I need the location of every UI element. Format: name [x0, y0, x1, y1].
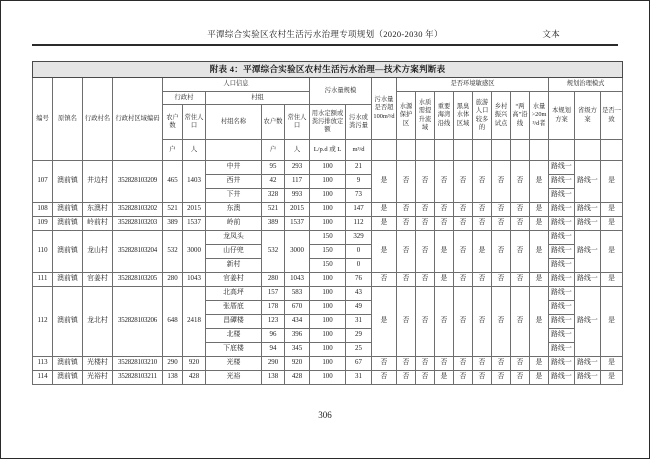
cell-code: 352828103206 — [113, 287, 163, 357]
cell-group-residents: 670 — [285, 301, 310, 315]
cell-group-name: 北楼 — [206, 329, 262, 343]
cell-sewage: 43 — [346, 287, 372, 301]
cell-group-households: 157 — [262, 287, 285, 301]
cell-residents: 1403 — [183, 161, 206, 203]
col-header-village: 行政村名 — [83, 78, 113, 161]
cell-env: 否 — [492, 357, 511, 371]
cell-env: 否 — [473, 203, 492, 217]
cell-group-residents: 345 — [285, 343, 310, 357]
col-group-sewage-scale: 污水量规模 — [310, 78, 372, 105]
unit-empty — [397, 140, 416, 161]
cell-env: 否 — [416, 203, 435, 217]
cell-quota: 100 — [310, 371, 346, 385]
table-row — [33, 273, 623, 287]
cell-env: 否 — [416, 161, 435, 203]
cell-quota: 100 — [310, 189, 346, 203]
cell-env: 是 — [530, 357, 549, 371]
table-title: 附表 4：平潭综合实验区农村生活污水治理—技术方案判断表 — [33, 62, 623, 78]
cell-env: 否 — [492, 203, 511, 217]
cell-sewage: 76 — [346, 273, 372, 287]
cell-provincial: 路线一 — [575, 371, 601, 385]
cell-group-name: 下井 — [206, 189, 262, 203]
cell-env: 否 — [416, 287, 435, 357]
cell-env: 否 — [454, 231, 473, 273]
cell-town: 澳前镇 — [53, 161, 83, 203]
cell-group-name: 岭前 — [206, 217, 262, 231]
cell-env: 是 — [435, 371, 454, 385]
table-row — [33, 371, 623, 385]
cell-group-households: 138 — [262, 371, 285, 385]
table-row — [33, 357, 623, 371]
cell-sewage: 147 — [346, 203, 372, 217]
cell-env: 否 — [473, 287, 492, 357]
cell-residents: 1043 — [183, 273, 206, 287]
cell-env: 否 — [511, 273, 530, 287]
cell-group-residents: 993 — [285, 189, 310, 203]
col-group-sensitive: 是否环境敏感区 — [397, 78, 549, 92]
cell-group-residents: 293 — [285, 161, 310, 175]
cell-env: 否 — [416, 357, 435, 371]
cell-env: 否 — [416, 231, 435, 273]
cell-env: 否 — [416, 217, 435, 231]
col-header-group-name: 村组名称 — [206, 105, 262, 140]
cell-no: 111 — [33, 273, 53, 287]
cell-group-name: 官姜村 — [206, 273, 262, 287]
cell-plan: 路线一 — [549, 315, 575, 329]
cell-no: 108 — [33, 203, 53, 217]
col-header-group-households: 农户数 — [262, 105, 285, 140]
cell-env: 否 — [416, 371, 435, 385]
col-group-population: 人口信息 — [163, 78, 310, 92]
cell-group-name: 张厝底 — [206, 301, 262, 315]
unit-empty — [492, 140, 511, 161]
cell-env: 否 — [492, 371, 511, 385]
doc-header-right-label: 文本 — [542, 29, 560, 39]
unit-residents: 人 — [183, 140, 206, 161]
cell-sewage: 67 — [346, 357, 372, 371]
cell-town: 澳前镇 — [53, 203, 83, 217]
cell-households: 521 — [163, 203, 183, 217]
cell-env: 否 — [511, 161, 530, 203]
cell-plan: 路线一 — [549, 203, 575, 217]
cell-env: 否 — [492, 217, 511, 231]
cell-quota: 150 — [310, 245, 346, 259]
cell-town: 澳前镇 — [53, 273, 83, 287]
cell-sewage: 9 — [346, 175, 372, 189]
cell-env: 是 — [530, 217, 549, 231]
unit-group-residents: 人 — [285, 140, 310, 161]
cell-provincial: 路线一 — [575, 287, 601, 357]
cell-over100: 是 — [372, 161, 397, 203]
cell-households: 648 — [163, 287, 183, 357]
cell-sewage: 73 — [346, 189, 372, 203]
cell-plan: 路线一 — [549, 259, 575, 273]
cell-env: 否 — [435, 357, 454, 371]
cell-quota: 150 — [310, 259, 346, 273]
cell-env: 否 — [397, 287, 416, 357]
cell-group-households: 178 — [262, 301, 285, 315]
cell-over100: 否 — [372, 357, 397, 371]
cell-village: 龙山村 — [83, 231, 113, 273]
cell-consistent: 是 — [601, 273, 623, 287]
cell-group-households: 123 — [262, 315, 285, 329]
cell-no: 110 — [33, 231, 53, 273]
cell-residents: 2015 — [183, 203, 206, 217]
cell-no: 113 — [33, 357, 53, 371]
cell-plan: 路线一 — [549, 189, 575, 203]
cell-residents: 1537 — [183, 217, 206, 231]
cell-sewage: 329 — [346, 231, 372, 245]
cell-env: 是 — [530, 287, 549, 357]
cell-env: 否 — [511, 231, 530, 273]
unit-empty — [530, 140, 549, 161]
cell-code: 352828103211 — [113, 371, 163, 385]
cell-provincial: 路线一 — [575, 231, 601, 273]
cell-plan: 路线一 — [549, 217, 575, 231]
cell-env: 否 — [454, 161, 473, 203]
unit-group-households: 户 — [262, 140, 285, 161]
col-header-env-revitalization: 乡村振兴试点 — [492, 92, 511, 140]
cell-group-residents: 920 — [285, 357, 310, 371]
cell-group-households: 532 — [262, 231, 285, 273]
cell-provincial: 路线一 — [575, 217, 601, 231]
doc-header-title: 平潭综合实验区农村生活污水治理专项规划（2020-2030 年） — [207, 29, 443, 39]
cell-group-name: 昌磹楼 — [206, 315, 262, 329]
cell-env: 否 — [435, 161, 454, 203]
cell-group-name: 北高坪 — [206, 287, 262, 301]
col-header-env-quality: 水质需提升流域 — [416, 92, 435, 140]
cell-plan: 路线一 — [549, 273, 575, 287]
unit-quota: L/p.d 或 L — [310, 140, 346, 161]
cell-plan: 路线一 — [549, 371, 575, 385]
cell-env: 否 — [454, 371, 473, 385]
cell-group-residents: 1537 — [285, 217, 310, 231]
cell-env: 否 — [435, 203, 454, 217]
cell-households: 389 — [163, 217, 183, 231]
unit-empty — [473, 140, 492, 161]
col-header-quota: 用水定额或粪污排放定额 — [310, 105, 346, 140]
document-header — [32, 1, 618, 46]
col-group-mode: 规划治理模式 — [549, 78, 623, 92]
cell-env: 否 — [454, 203, 473, 217]
cell-env: 否 — [397, 357, 416, 371]
cell-quota: 100 — [310, 273, 346, 287]
cell-sewage: 112 — [346, 217, 372, 231]
cell-over100: 是 — [372, 287, 397, 357]
unit-sewage-vol: m³/d — [346, 140, 372, 161]
cell-env: 是 — [530, 371, 549, 385]
cell-no: 109 — [33, 217, 53, 231]
col-header-env-over20: 水量>20m³/d者 — [530, 92, 549, 140]
cell-provincial: 路线一 — [575, 357, 601, 371]
cell-code: 352828103205 — [113, 273, 163, 287]
cell-village: 光楼村 — [83, 357, 113, 371]
cell-env: 否 — [454, 273, 473, 287]
col-header-env-blackwater: 黑臭水体区域 — [454, 92, 473, 140]
cell-residents: 920 — [183, 357, 206, 371]
cell-over100: 是 — [372, 231, 397, 273]
cell-env: 否 — [454, 287, 473, 357]
cell-env: 是 — [530, 161, 549, 203]
col-header-no: 编号 — [33, 78, 53, 161]
cell-no: 112 — [33, 287, 53, 357]
cell-households: 465 — [163, 161, 183, 203]
cell-group-households: 42 — [262, 175, 285, 189]
cell-village: 岭前村 — [83, 217, 113, 231]
cell-sewage: 31 — [346, 315, 372, 329]
cell-env: 是 — [530, 231, 549, 273]
unit-empty — [575, 140, 601, 161]
unit-empty — [372, 140, 397, 161]
unit-empty — [549, 140, 575, 161]
cell-plan: 路线一 — [549, 231, 575, 245]
cell-code: 352828103203 — [113, 217, 163, 231]
cell-quota: 150 — [310, 231, 346, 245]
unit-empty — [511, 140, 530, 161]
page-number: 306 — [318, 410, 332, 420]
cell-quota: 100 — [310, 315, 346, 329]
cell-sewage: 0 — [346, 245, 372, 259]
cell-env: 否 — [454, 217, 473, 231]
cell-env: 否 — [397, 273, 416, 287]
cell-group-name: 中井 — [206, 161, 262, 175]
cell-group-residents: 1043 — [285, 273, 310, 287]
cell-env: 是 — [435, 273, 454, 287]
cell-env: 否 — [454, 357, 473, 371]
cell-group-name: 山仔兜 — [206, 245, 262, 259]
table-row — [33, 287, 623, 301]
col-header-code: 行政村区域编码 — [113, 78, 163, 161]
unit-empty — [601, 140, 623, 161]
col-header-households: 农户数 — [163, 105, 183, 140]
col-header-provincial: 省级方案 — [575, 92, 601, 140]
cell-env: 否 — [416, 273, 435, 287]
cell-village: 官姜村 — [83, 273, 113, 287]
cell-consistent: 是 — [601, 287, 623, 357]
cell-provincial: 路线一 — [575, 273, 601, 287]
cell-env: 否 — [511, 357, 530, 371]
cell-residents: 2418 — [183, 287, 206, 357]
cell-consistent: 是 — [601, 203, 623, 217]
col-header-residents: 常住人口 — [183, 105, 206, 140]
table-row — [33, 203, 623, 217]
unit-empty — [454, 140, 473, 161]
cell-provincial: 路线一 — [575, 161, 601, 203]
cell-env: 否 — [397, 217, 416, 231]
cell-over100: 是 — [372, 203, 397, 217]
cell-group-residents: 3000 — [285, 231, 310, 273]
cell-plan: 路线一 — [549, 245, 575, 259]
cell-sewage: 0 — [346, 259, 372, 273]
cell-households: 290 — [163, 357, 183, 371]
cell-sewage: 21 — [346, 161, 372, 175]
cell-group-name: 下底楼 — [206, 343, 262, 357]
cell-no: 107 — [33, 161, 53, 203]
cell-group-name: 东澳 — [206, 203, 262, 217]
cell-env: 否 — [511, 371, 530, 385]
cell-quota: 100 — [310, 329, 346, 343]
cell-consistent: 是 — [601, 357, 623, 371]
cell-village: 光裕村 — [83, 371, 113, 385]
cell-group-residents: 583 — [285, 287, 310, 301]
cell-sewage: 49 — [346, 301, 372, 315]
cell-residents: 3000 — [183, 231, 206, 273]
cell-quota: 100 — [310, 203, 346, 217]
cell-plan: 路线一 — [549, 329, 575, 343]
col-header-plan: 本规划方案 — [549, 92, 575, 140]
cell-env: 否 — [492, 287, 511, 357]
cell-env: 是 — [530, 273, 549, 287]
col-group-village-group: 村组 — [206, 92, 310, 105]
cell-env: 否 — [435, 217, 454, 231]
cell-env: 否 — [473, 217, 492, 231]
cell-group-households: 96 — [262, 329, 285, 343]
cell-group-name: 西井 — [206, 175, 262, 189]
cell-group-residents: 117 — [285, 175, 310, 189]
cell-plan: 路线一 — [549, 175, 575, 189]
cell-env: 否 — [492, 161, 511, 203]
cell-quota: 100 — [310, 357, 346, 371]
cell-sewage: 25 — [346, 343, 372, 357]
cell-plan: 路线一 — [549, 287, 575, 301]
cell-env: 否 — [397, 371, 416, 385]
cell-quota: 100 — [310, 343, 346, 357]
cell-group-name: 光裕 — [206, 371, 262, 385]
cell-residents: 428 — [183, 371, 206, 385]
cell-group-households: 95 — [262, 161, 285, 175]
col-header-over100: 污水量是否超100m³/d — [372, 78, 397, 140]
col-header-consistent: 是否一致 — [601, 92, 623, 140]
cell-env: 否 — [435, 287, 454, 357]
cell-env: 是 — [435, 231, 454, 273]
cell-sewage: 29 — [346, 329, 372, 343]
cell-town: 澳前镇 — [53, 287, 83, 357]
cell-group-households: 280 — [262, 273, 285, 287]
cell-env: 否 — [397, 231, 416, 273]
unit-households: 户 — [163, 140, 183, 161]
cell-consistent: 是 — [601, 231, 623, 273]
cell-households: 138 — [163, 371, 183, 385]
cell-env: 是 — [473, 231, 492, 273]
cell-code: 352828103209 — [113, 161, 163, 203]
cell-plan: 路线一 — [549, 343, 575, 357]
cell-group-residents: 2015 — [285, 203, 310, 217]
cell-quota: 100 — [310, 217, 346, 231]
col-header-sewage-vol: 污水或粪污量 — [346, 105, 372, 140]
table-row — [33, 161, 623, 175]
col-header-env-tourism: 旅游人口较多的 — [473, 92, 492, 140]
unit-empty — [416, 140, 435, 161]
cell-env: 是 — [530, 203, 549, 217]
cell-village: 井边村 — [83, 161, 113, 203]
cell-consistent: 是 — [601, 371, 623, 385]
cell-env: 否 — [492, 231, 511, 273]
cell-town: 澳前镇 — [53, 217, 83, 231]
cell-households: 532 — [163, 231, 183, 273]
cell-env: 否 — [397, 161, 416, 203]
cell-over100: 是 — [372, 217, 397, 231]
col-header-env-lianggao: “两高”沿线 — [511, 92, 530, 140]
cell-town: 澳前镇 — [53, 357, 83, 371]
cell-households: 280 — [163, 273, 183, 287]
cell-code: 352828103202 — [113, 203, 163, 217]
cell-consistent: 是 — [601, 217, 623, 231]
cell-code: 352828103204 — [113, 231, 163, 273]
col-header-group-residents: 常住人口 — [285, 105, 310, 140]
cell-env: 否 — [492, 273, 511, 287]
cell-village: 龙北村 — [83, 287, 113, 357]
col-header-env-bay: 重要海湾沿线 — [435, 92, 454, 140]
cell-over100: 否 — [372, 273, 397, 287]
cell-env: 否 — [473, 357, 492, 371]
cell-sewage: 31 — [346, 371, 372, 385]
cell-no: 114 — [33, 371, 53, 385]
cell-group-residents: 396 — [285, 329, 310, 343]
cell-quota: 100 — [310, 301, 346, 315]
col-header-env-source: 水源保护区 — [397, 92, 416, 140]
cell-env: 否 — [397, 203, 416, 217]
cell-group-households: 328 — [262, 189, 285, 203]
cell-group-households: 389 — [262, 217, 285, 231]
cell-group-residents: 428 — [285, 371, 310, 385]
cell-env: 否 — [511, 203, 530, 217]
cell-over100: 否 — [372, 371, 397, 385]
cell-town: 澳前镇 — [53, 231, 83, 273]
cell-group-residents: 434 — [285, 315, 310, 329]
unit-empty — [206, 140, 262, 161]
cell-env: 否 — [511, 287, 530, 357]
cell-env: 否 — [473, 273, 492, 287]
table-row — [33, 231, 623, 245]
unit-empty — [435, 140, 454, 161]
cell-group-households: 290 — [262, 357, 285, 371]
col-header-town: 原镇名 — [53, 78, 83, 161]
cell-plan: 路线一 — [549, 301, 575, 315]
cell-group-households: 94 — [262, 343, 285, 357]
cell-group-name: 龙凤头 — [206, 231, 262, 245]
cell-group-name: 新村 — [206, 259, 262, 273]
cell-quota: 100 — [310, 175, 346, 189]
cell-provincial: 路线一 — [575, 203, 601, 217]
cell-town: 澳前镇 — [53, 371, 83, 385]
col-group-admin-village: 行政村 — [163, 92, 206, 105]
cell-code: 352828103210 — [113, 357, 163, 371]
cell-quota: 100 — [310, 287, 346, 301]
cell-env: 否 — [473, 161, 492, 203]
cell-plan: 路线一 — [549, 161, 575, 175]
cell-village: 东澳村 — [83, 203, 113, 217]
cell-env: 否 — [473, 371, 492, 385]
cell-consistent: 是 — [601, 161, 623, 203]
cell-plan: 路线一 — [549, 357, 575, 371]
table-row — [33, 217, 623, 231]
cell-group-households: 521 — [262, 203, 285, 217]
cell-quota: 100 — [310, 161, 346, 175]
cell-group-name: 光楼 — [206, 357, 262, 371]
technical-scheme-table — [32, 61, 623, 385]
cell-env: 否 — [511, 217, 530, 231]
